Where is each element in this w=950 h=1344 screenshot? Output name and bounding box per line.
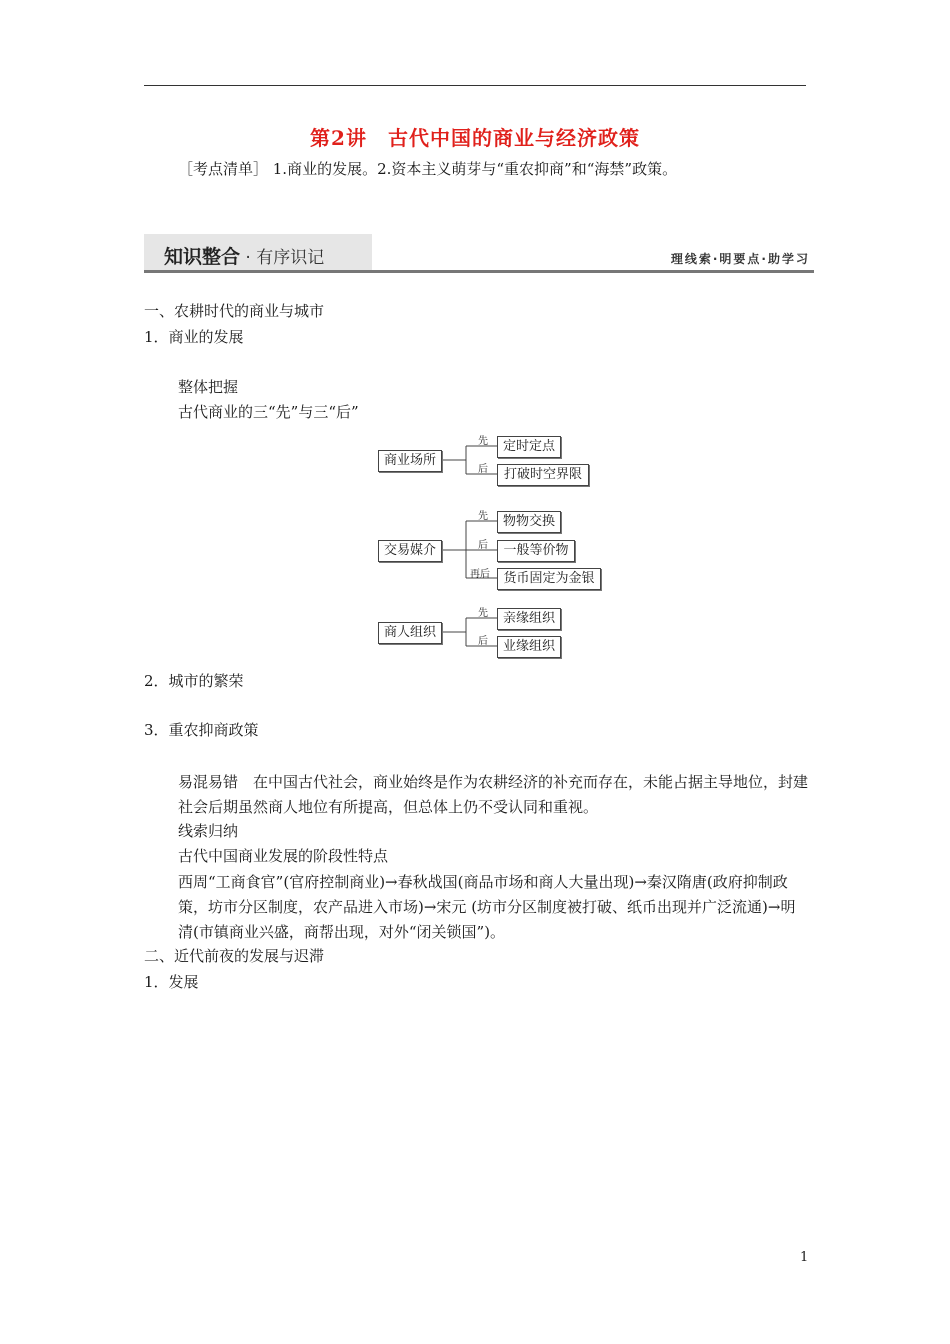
page-number: 1: [800, 1250, 809, 1265]
heading-1-3: 3．重农抑商政策: [144, 721, 259, 739]
banner-title: [164, 242, 324, 269]
node-place-after: 打破时空界限: [497, 464, 589, 486]
exam-points: ［考点清单］ 1.商业的发展。2.资本主义萌芽与“重农抑商”和“海禁”政策。: [178, 160, 678, 178]
node-medium-after: 一般等价物: [497, 540, 575, 562]
tag-medium-then: 再后: [470, 569, 490, 580]
tag-org-after: 后: [478, 636, 488, 647]
heading-section-2: 二、近代前夜的发展与迟滞: [144, 947, 325, 965]
tag-org-first: 先: [478, 608, 488, 619]
node-org-first: 亲缘组织: [497, 608, 561, 630]
section-banner: [144, 234, 814, 274]
heading-1-1: 1．商业的发展: [144, 328, 244, 346]
node-medium: 交易媒介: [378, 540, 442, 562]
top-rule: [144, 85, 806, 86]
tag-place-first: 先: [478, 436, 488, 447]
tag-medium-first: 先: [478, 511, 488, 522]
commerce-diagram: [370, 430, 610, 660]
banner-title-main: 知识整合: [164, 246, 241, 268]
clue-label: 线索归纳: [178, 822, 239, 840]
clue-text: 西周“工商食官”(官府控制商业)→春秋战国(商品市场和商人大量出现)→秦汉隋唐(政府抑制政策，坊市分区制度，农产品进入市场)→宋元 (坊市分区制度被打破、纸币出现并广泛流通)→明清(市镇商业兴盛，商帮出现，对外“闭关锁国”)。: [178, 873, 796, 941]
confusion-note: 易混易错 在中国古代社会，商业始终是作为农耕经济的补充而存在，未能占据主导地位，封建社会后期虽然商人地位有所提高，但总体上仍不受认同和重视。: [178, 773, 809, 816]
heading-section-1: 一、农耕时代的商业与城市: [144, 302, 325, 320]
overview-label: 整体把握: [178, 378, 239, 396]
heading-2-1: 1．发展: [144, 973, 199, 991]
tag-place-after: 后: [478, 464, 488, 475]
node-org: 商人组织: [378, 622, 442, 644]
overview-title: 古代商业的三“先”与三“后”: [178, 403, 359, 421]
node-place: 商业场所: [378, 450, 442, 472]
tag-medium-after: 后: [478, 540, 488, 551]
banner-subtitle: · 有序识记: [240, 248, 325, 268]
heading-1-2: 2．城市的繁荣: [144, 672, 244, 690]
banner-rule: [144, 270, 814, 273]
node-medium-then: 货币固定为金银: [497, 568, 601, 590]
clue-title: 古代中国商业发展的阶段性特点: [178, 847, 389, 865]
banner-tagline: 理线索·明要点·助学习: [670, 252, 810, 266]
node-org-after: 业缘组织: [497, 636, 561, 658]
node-place-first: 定时定点: [497, 436, 561, 458]
page-title: 第2讲 古代中国的商业与经济政策: [310, 126, 640, 150]
node-medium-first: 物物交换: [497, 511, 561, 533]
